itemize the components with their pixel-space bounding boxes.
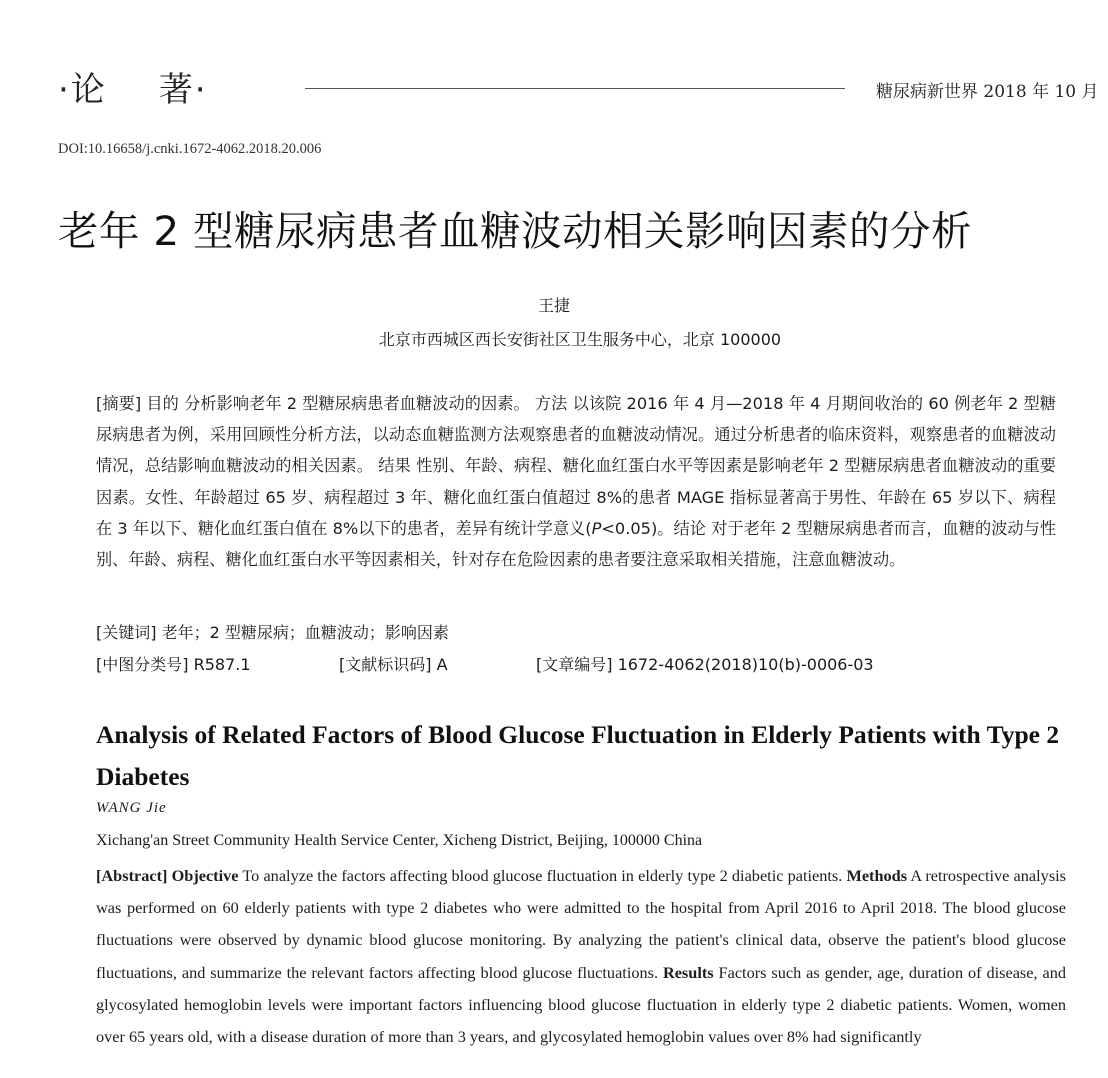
chinese-abstract: [96, 388, 1056, 575]
results-text-end: <0.05)。: [601, 518, 674, 538]
en-methods-text: A retrospective analysis was performed on 60 elderly patients with type 2 diabetes who were admitted to the hospital from April 2016 to April 2018. The blood glucose fluctuations were observed by dynamic blood glucose monitoring. By analyzing the patient's clinical data, observe the patient's blood glucose fluctuations, and summarize the relevant factors affecting blood glucose fluctuations.: [96, 866, 1067, 982]
english-title: Analysis of Related Factors of Blood Glucose Fluctuation in Elderly Patients with Type 2 Diabetes: [96, 720, 1060, 791]
english-affiliation: Xichang'an Street Community Health Service Center, Xicheng District, Beijing, 100000 China: [96, 832, 703, 849]
section-label: [58, 62, 208, 111]
doi: DOI:10.16658/j.cnki.1672-4062.2018.20.006: [58, 141, 322, 157]
conclusion-text: 对于老年 2 型糖尿病患者而言，血糖的波动与性别、年龄、病程、糖化血红蛋白水平等因素相关，针对存在危险因素的患者要注意采取相关措施，注意血糖波动。: [96, 518, 1057, 570]
methods-text: 以该院 2016 年 4 月—2018 年 4 月期间收治的 60 例老年 2 型糖尿病患者为例，采用回顾性分析方法，以动态血糖监测方法观察患者的血糖波动情况。通过分析患者的临床资料，观察患者的血糖波动情况，总结影响血糖波动的相关因素。: [96, 394, 1056, 476]
en-abstract-label: [Abstract]: [96, 866, 168, 885]
article-number: [文章编号] 1672-4062(2018)10(b)-0006-03: [536, 655, 874, 674]
abstract-label: [摘要]: [96, 394, 142, 413]
p-value-symbol: P: [591, 518, 602, 538]
results-text: 性别、年龄、病程、糖化血红蛋白水平等因素是影响老年 2 型糖尿病患者血糖波动的重要因素。女性、年龄超过 65 岁、病程超过 3 年、糖化血红蛋白值超过 8%的患者 MAGE 指标显著高于男性、年龄在 65 岁以下、病程在 3 年以下、糖化血红蛋白值在 8%以下的患者，差异有统计学意义(: [96, 456, 1057, 538]
section-label-left: ·论: [58, 70, 107, 110]
methods-label: 方法: [534, 394, 568, 413]
english-author: WANG Jie: [96, 800, 167, 816]
en-objective-label: Objective: [171, 866, 239, 885]
en-methods-label: Methods: [846, 866, 908, 885]
chinese-title: 老年 2 型糖尿病患者血糖波动相关影响因素的分析: [58, 207, 973, 255]
keywords: [关键词] 老年；2 型糖尿病；血糖波动；影响因素: [96, 623, 449, 642]
en-results-text: Factors such as gender, age, duration of disease, and glycosylated hemoglobin levels were important factors influencing blood glucose fluctuation in elderly type 2 diabetic patients. Women, women over 65 years old, with a disease duration of more than 3 years, and glycosylated hemoglobin values over 8% had significantly: [96, 962, 1066, 1047]
section-label-right: 著·: [158, 70, 208, 110]
english-abstract: [96, 860, 1066, 1053]
clc-number: [中图分类号] R587.1: [96, 655, 251, 674]
journal-issue: 糖尿病新世界 2018 年 10 月: [876, 82, 1099, 102]
en-results-label: Results: [662, 962, 714, 982]
objective-text: 分析影响老年 2 型糖尿病患者血糖波动的因素。: [184, 394, 530, 413]
chinese-affiliation: 北京市西城区西长安街社区卫生服务中心，北京 100000: [378, 330, 782, 349]
header-rule: [305, 88, 845, 89]
chinese-author: 王捷: [537, 296, 570, 315]
objective-label: 目的: [146, 394, 179, 413]
conclusion-label: 结论: [673, 518, 706, 538]
en-objective-text: To analyze the factors affecting blood glucose fluctuation in elderly type 2 diabetic patients.: [242, 866, 843, 885]
document-code: [文献标识码] A: [339, 655, 448, 674]
results-label: 结果: [378, 456, 411, 476]
